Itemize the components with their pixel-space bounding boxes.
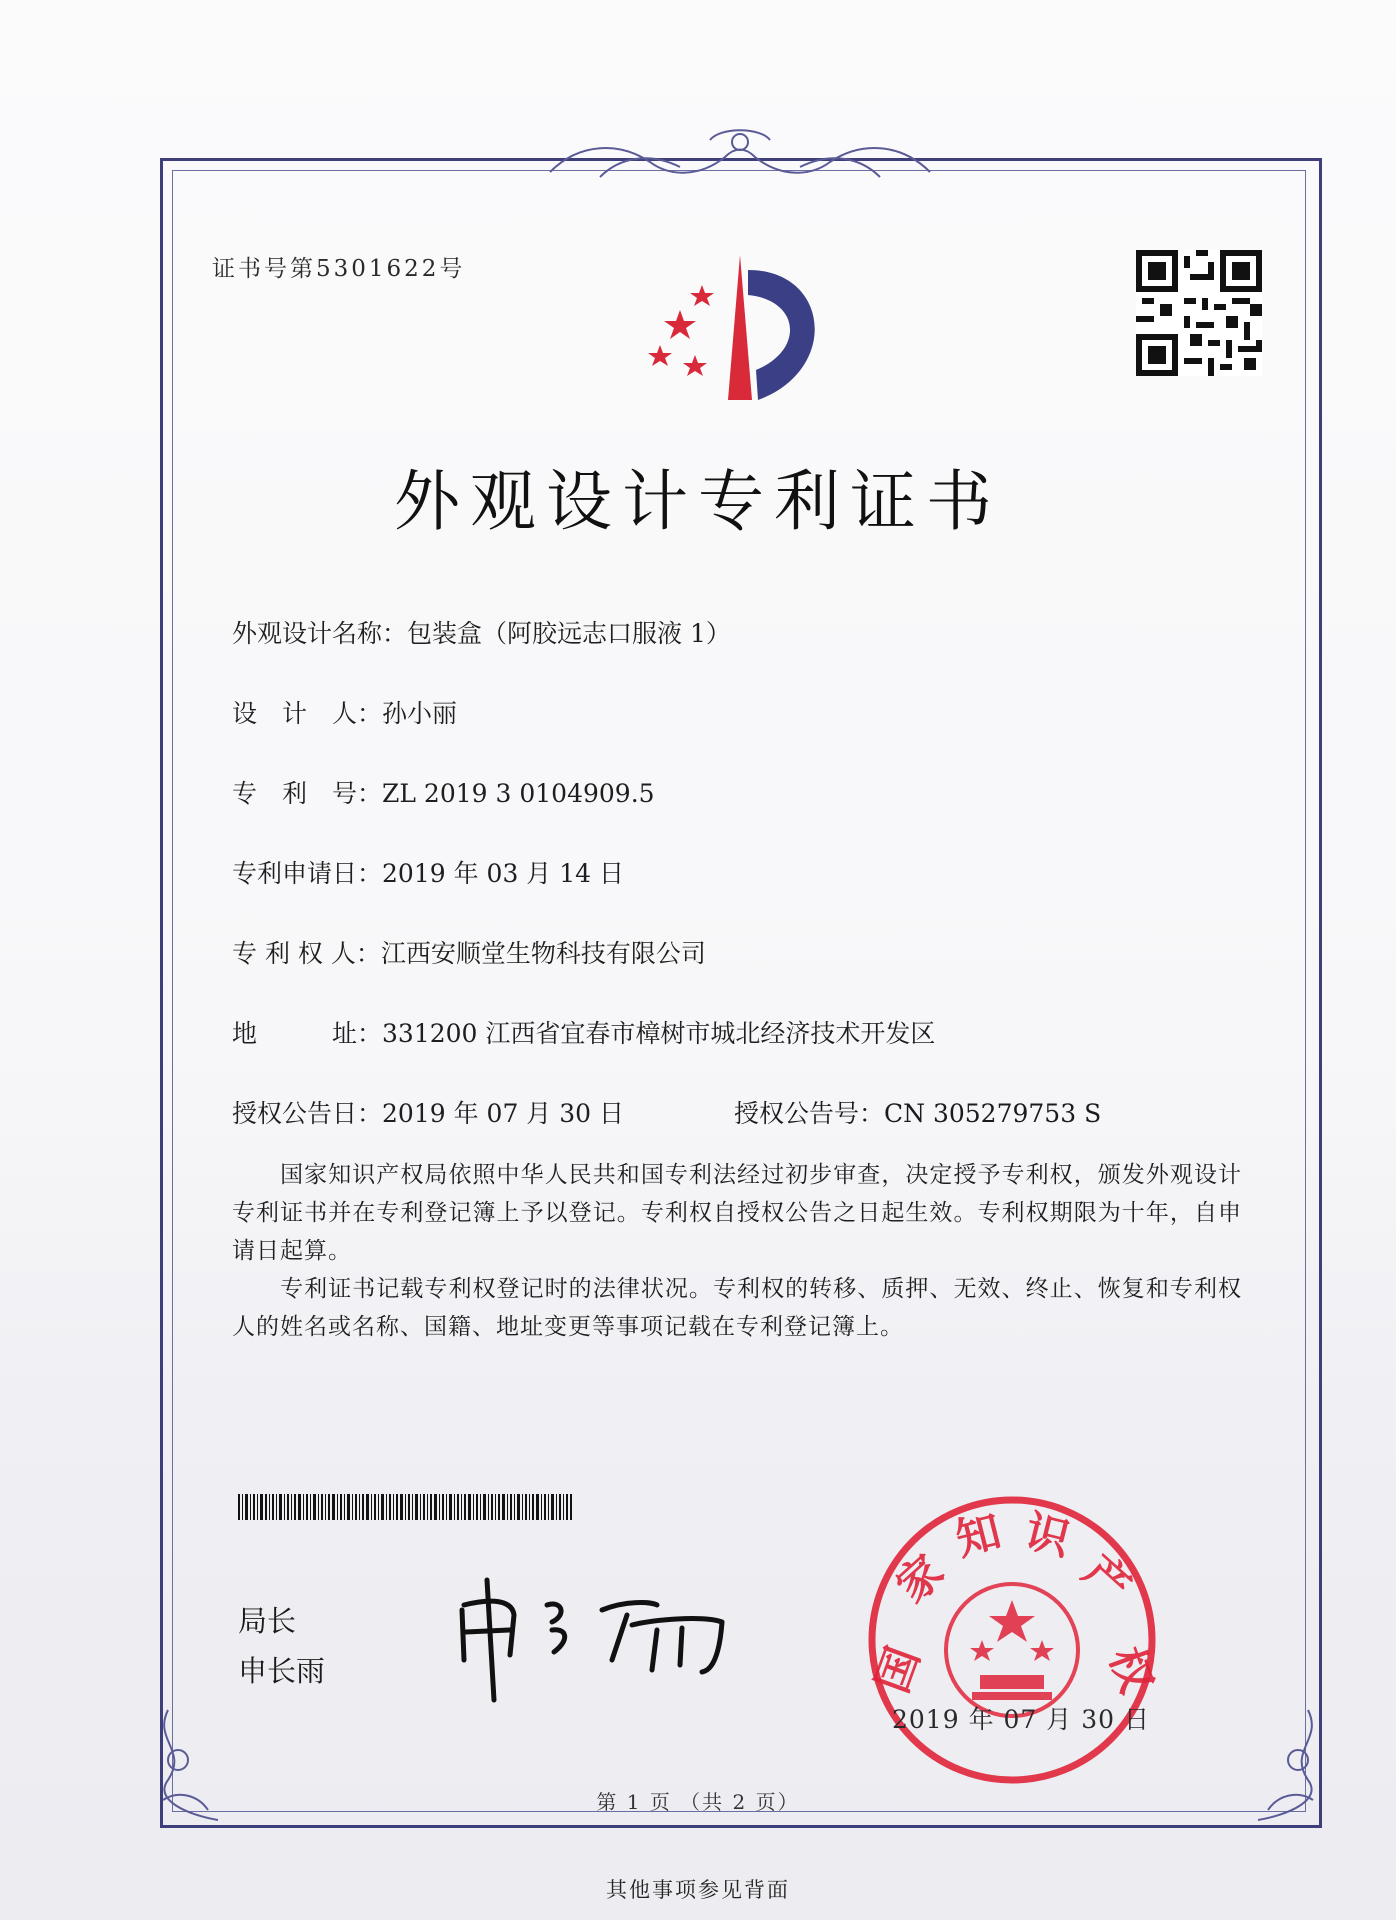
handwritten-signature	[452, 1560, 752, 1710]
official-seal	[862, 1490, 1162, 1790]
design-name-row	[232, 614, 731, 650]
signatory-name: 申长雨	[238, 1654, 326, 1688]
design-name-value: 包装盒（阿胶远志口服液 1）	[407, 619, 731, 648]
patent-number-row	[232, 774, 655, 810]
body-paragraph-1: 国家知识产权局依照中华人民共和国专利法经过初步审查，决定授予专利权，颁发外观设计专利证书并在专利登记簿上予以登记。专利权自授权公告之日起生效。专利权期限为十年，自申请日起算。	[232, 1162, 1242, 1264]
address-label: 地 址：	[232, 1019, 383, 1048]
grant-number-value: CN 305279753 S	[884, 1099, 1102, 1128]
svg-text:国: 国	[866, 1640, 930, 1700]
body-paragraph-2: 专利证书记载专利权登记时的法律状况。专利权的转移、质押、无效、终止、恢复和专利权人的姓名或名称、国籍、地址变更等事项记载在专利登记簿上。	[232, 1276, 1242, 1340]
svg-text:知: 知	[950, 1505, 1007, 1566]
certificate-number: 证书号第5301622号	[212, 256, 466, 282]
certificate-title: 外观设计专利证书	[394, 463, 1002, 540]
grant-number-label: 授权公告号：	[734, 1099, 885, 1128]
svg-text:权: 权	[1099, 1640, 1162, 1700]
svg-text:家: 家	[886, 1545, 954, 1613]
patent-number-label: 专 利 号：	[232, 779, 383, 808]
patent-number-value: ZL 2019 3 0104909.5	[382, 779, 655, 808]
qr-code	[1136, 250, 1262, 376]
signatory-title: 局长	[238, 1604, 297, 1638]
grant-date-row	[232, 1094, 624, 1130]
footer-note: 其他事项参见背面	[606, 1878, 790, 1902]
grant-date-label: 授权公告日：	[232, 1099, 383, 1128]
svg-text:识: 识	[1019, 1505, 1076, 1566]
filing-date-label: 专利申请日：	[232, 859, 383, 888]
patentee-label: 专 利 权 人：	[232, 939, 381, 968]
seal-date: 2019 年 07 月 30 日	[892, 1705, 1150, 1734]
designer-value: 孙小丽	[382, 699, 458, 728]
signatory-block	[238, 1596, 325, 1696]
design-name-label: 外观设计名称：	[232, 619, 408, 648]
grant-number-row	[734, 1094, 1101, 1130]
top-ornament	[540, 122, 940, 192]
patentee-row	[232, 934, 706, 970]
barcode	[238, 1494, 572, 1520]
page-number: 第 1 页 （共 2 页）	[596, 1790, 800, 1814]
designer-label: 设 计 人：	[232, 699, 383, 728]
filing-date-row	[232, 854, 624, 890]
address-value: 331200 江西省宜春市樟树市城北经济技术开发区	[382, 1019, 936, 1048]
address-row	[232, 1014, 935, 1050]
svg-text:产: 产	[1073, 1545, 1141, 1613]
designer-row	[232, 694, 457, 730]
filing-date-value: 2019 年 03 月 14 日	[382, 859, 624, 888]
patent-office-emblem	[640, 250, 850, 410]
grant-date-value: 2019 年 07 月 30 日	[382, 1099, 624, 1128]
patentee-value: 江西安顺堂生物科技有限公司	[380, 939, 706, 968]
